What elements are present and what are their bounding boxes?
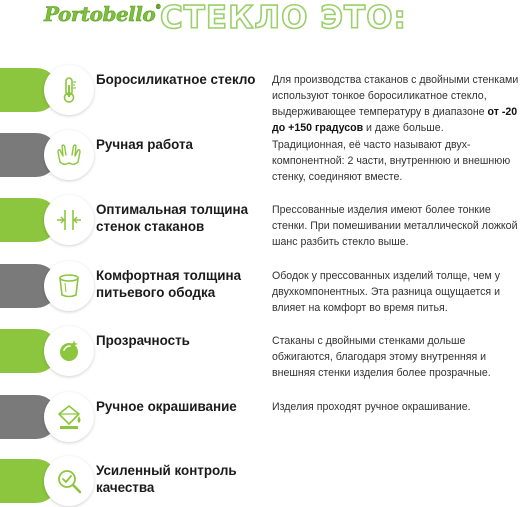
feature-icon-circle xyxy=(44,195,94,245)
feature-description: Для производства стаканов с двойными стенками используют тонкое боросиликатное стекло, выдерживающее температуру в диапазоне от -20 до +150 градусов и даже больше. xyxy=(272,74,519,134)
feature-icon-circle xyxy=(44,392,94,442)
hands-icon xyxy=(54,140,84,170)
feature-description: Прессованные изделия имеют более тонкие стенки. При помешивании металлической ложкой шанс разбить стекло выше. xyxy=(272,204,518,248)
feature-icon-circle xyxy=(44,130,94,180)
feature-title: Ручная работа xyxy=(96,137,193,152)
feature-row xyxy=(0,395,525,443)
feature-row xyxy=(0,329,525,377)
feature-title: Прозрачность xyxy=(96,333,190,348)
feature-icon-circle xyxy=(44,456,94,506)
glass-rim-icon xyxy=(54,271,84,301)
feature-title: Боросиликатное стекло xyxy=(96,72,256,87)
feature-row xyxy=(0,264,525,312)
feature-description: Традиционная, её часто называют двух-компонентной: 2 части, внутреннюю и внешнюю стенку, соединяют вместе. xyxy=(272,139,511,183)
feature-description: Ободок у прессованных изделий толще, чем у двухкомпонентных. Эта разница ощущается и влияет на комфорт во время питья. xyxy=(272,270,501,314)
thermometer-icon xyxy=(54,75,84,105)
feature-row xyxy=(0,68,525,134)
feature-row xyxy=(0,133,525,181)
quality-check-icon xyxy=(54,466,84,496)
feature-title: Ручное окрашивание xyxy=(96,399,237,414)
feature-icon-circle xyxy=(44,326,94,376)
transparency-icon xyxy=(54,336,84,366)
wall-thickness-icon xyxy=(54,205,84,235)
brand-logo: Portobello® xyxy=(44,2,161,26)
feature-title: Комфортная толщина питьевого ободка xyxy=(96,268,242,300)
feature-icon-circle xyxy=(44,65,94,115)
feature-title: Оптимальная толщина стенок стаканов xyxy=(96,202,249,234)
feature-title: Усиленный контроль качества xyxy=(96,463,237,495)
header xyxy=(0,0,525,40)
page-title: СТЕКЛО ЭТО: xyxy=(160,0,407,36)
feature-row xyxy=(0,198,525,246)
feature-description: Стаканы с двойными стенками дольше обжигаются, благодаря этому внутренняя и внешняя стенки изделия более прозрачные. xyxy=(272,335,491,379)
feature-icon-circle xyxy=(44,261,94,311)
paint-bucket-icon xyxy=(54,402,84,432)
feature-description: Изделия проходят ручное окрашивание. xyxy=(272,401,471,413)
